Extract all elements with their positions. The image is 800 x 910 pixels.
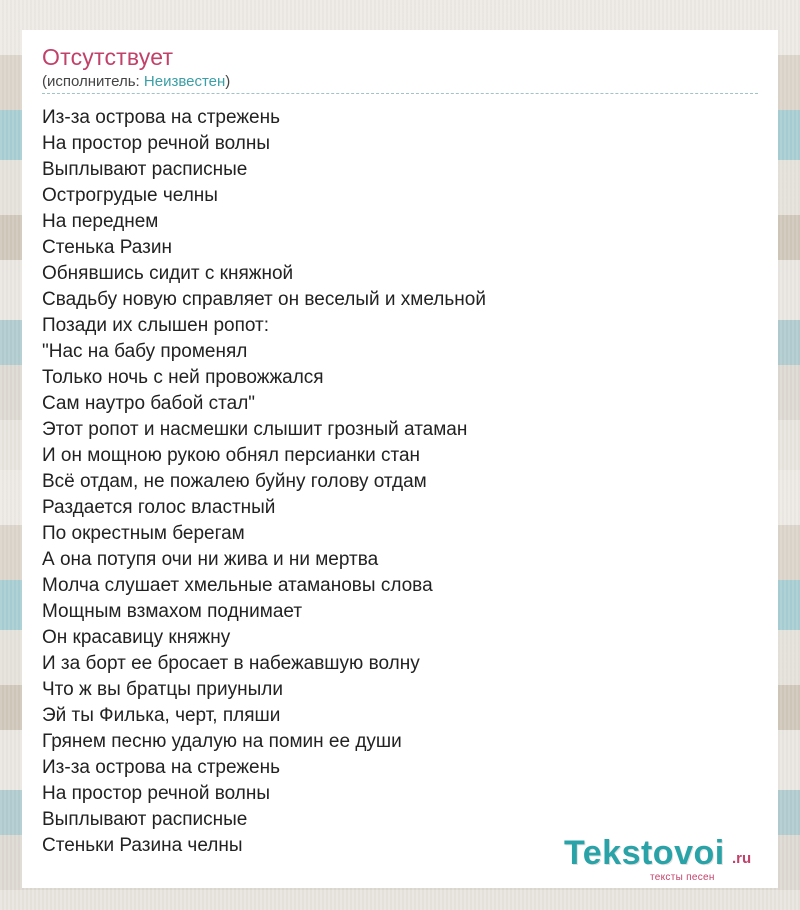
lyric-line: И за борт ее бросает в набежавшую волну xyxy=(42,653,420,674)
lyric-line: На переднем xyxy=(42,211,159,232)
title-divider xyxy=(42,93,758,94)
lyric-line: "Нас на бабу променял xyxy=(42,341,248,362)
lyric-line: Грянем песню удалую на помин ее души xyxy=(42,731,402,752)
lyric-line: Стеньки Разина челны xyxy=(42,835,243,856)
lyric-line: Этот ропот и насмешки слышит грозный атаман xyxy=(42,419,468,440)
lyric-line: Мощным взмахом поднимает xyxy=(42,601,303,622)
lyric-line: А она потупя очи ни жива и ни мертва xyxy=(42,549,379,570)
lyric-line: Что ж вы братцы приуныли xyxy=(42,679,283,700)
lyric-line: Он красавицу княжну xyxy=(42,627,231,648)
lyric-line: Из-за острова на стрежень xyxy=(42,757,281,778)
lyric-line: Выплывают расписные xyxy=(42,809,248,830)
performer-line: (исполнитель: Неизвестен) xyxy=(42,73,231,90)
lyric-line: Стенька Разин xyxy=(42,237,172,258)
lyric-line: Всё отдам, не пожалею буйну голову отдам xyxy=(42,471,427,492)
lyric-line: Выплывают расписные xyxy=(42,159,248,180)
lyric-line: Молча слушает хмельные атамановы слова xyxy=(42,575,433,596)
performer-label: исполнитель: xyxy=(47,73,140,90)
lyric-line: Из-за острова на стрежень xyxy=(42,107,281,128)
lyric-line: Только ночь с ней провожжался xyxy=(42,367,324,388)
lyric-line: И он мощною рукою обнял персианки стан xyxy=(42,445,421,466)
song-title: Отсутствует xyxy=(42,44,174,70)
lyric-line: Эй ты Филька, черт, пляши xyxy=(42,705,281,726)
lyric-line: Раздается голос властный xyxy=(42,497,276,518)
performer-link[interactable]: Неизвестен xyxy=(143,73,226,90)
lyric-line: На простор речной волны xyxy=(42,133,271,154)
lyric-line: Свадьбу новую справляет он веселый и хмельной xyxy=(42,289,486,310)
logo-tld: .ru xyxy=(732,850,752,867)
logo-tagline: тексты песен xyxy=(650,872,715,883)
lyrics-card xyxy=(22,30,778,888)
lyric-line: Обнявшись сидит с княжной xyxy=(42,263,294,284)
lyric-line: Позади их слышен ропот: xyxy=(42,315,270,336)
site-logo[interactable] xyxy=(560,832,770,888)
lyric-line: По окрестным берегам xyxy=(42,523,245,544)
lyrics-text xyxy=(42,105,486,859)
logo-name: Tekstovoi xyxy=(564,834,725,872)
lyric-line: Сам наутро бабой стал" xyxy=(42,393,256,414)
lyric-line: На простор речной волны xyxy=(42,783,271,804)
lyric-line: Острогрудые челны xyxy=(42,185,218,206)
